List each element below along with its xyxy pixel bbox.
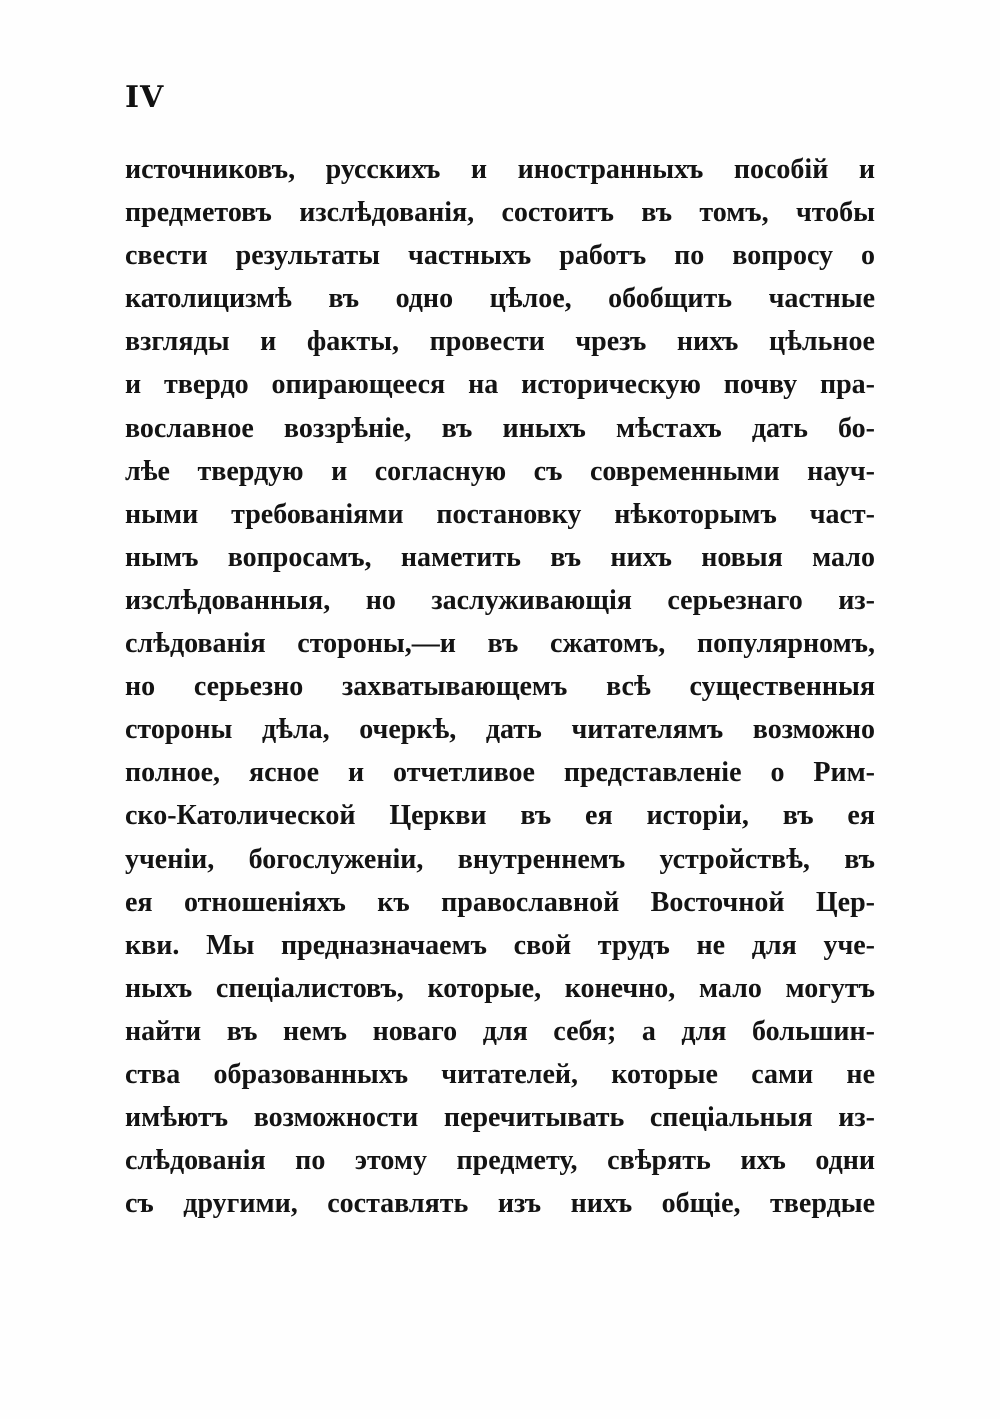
text-line: но серьезно захватывающемъ всѣ существенныя xyxy=(125,671,875,703)
text-line: ныхъ спеціалистовъ, которые, конечно, мало могутъ xyxy=(125,972,875,1004)
text-line: ско-Католической Церкви въ ея исторіи, въ ея xyxy=(125,800,875,832)
text-line: найти въ немъ новаго для себя; а для большин- xyxy=(125,1015,875,1047)
text-line: нымъ вопросамъ, наметить въ нихъ новыя мало xyxy=(125,541,875,573)
text-line: имѣютъ возможности перечитывать спеціальныя из- xyxy=(125,1102,875,1134)
text-line: взгляды и факты, провести чрезъ нихъ цѣльное xyxy=(125,326,875,358)
text-line: слѣдованія стороны,—и въ сжатомъ, популярномъ, xyxy=(125,628,875,660)
text-line: кви. Мы предназначаемъ свой трудъ не для уче- xyxy=(125,929,875,961)
text-line: лѣе твердую и согласную съ современными науч- xyxy=(125,455,875,487)
text-line: изслѣдованныя, но заслуживающія серьезнаго из- xyxy=(125,584,875,616)
text-line: предметовъ изслѣдованія, состоитъ въ томъ, чтобы xyxy=(125,197,875,229)
text-line: съ другими, составлять изъ нихъ общіе, твердые xyxy=(125,1188,875,1220)
text-line: слѣдованія по этому предмету, свѣрять ихъ одни xyxy=(125,1145,875,1177)
body-text xyxy=(125,148,875,1225)
text-line: ства образованныхъ читателей, которые сами не xyxy=(125,1058,875,1090)
text-line: полное, ясное и отчетливое представленіе о Рим- xyxy=(125,757,875,789)
text-line: вославное воззрѣніе, въ иныхъ мѣстахъ дать бо- xyxy=(125,412,875,444)
text-line: ученіи, богослуженіи, внутреннемъ устройствѣ, въ xyxy=(125,843,875,875)
text-line: источниковъ, русскихъ и иностранныхъ пособій и xyxy=(125,154,875,185)
text-line: ея отношеніяхъ къ православной Восточной Цер- xyxy=(125,886,875,918)
page-number: IV xyxy=(125,80,165,115)
text-line: стороны дѣла, очеркѣ, дать читателямъ возможно xyxy=(125,714,875,746)
text-line: и твердо опирающееся на историческую почву пра- xyxy=(125,369,875,401)
text-line: ными требованіями постановку нѣкоторымъ част- xyxy=(125,498,875,530)
text-line: католицизмѣ въ одно цѣлое, обобщить частные xyxy=(125,283,875,315)
text-line: свести результаты частныхъ работъ по вопросу о xyxy=(125,240,875,272)
